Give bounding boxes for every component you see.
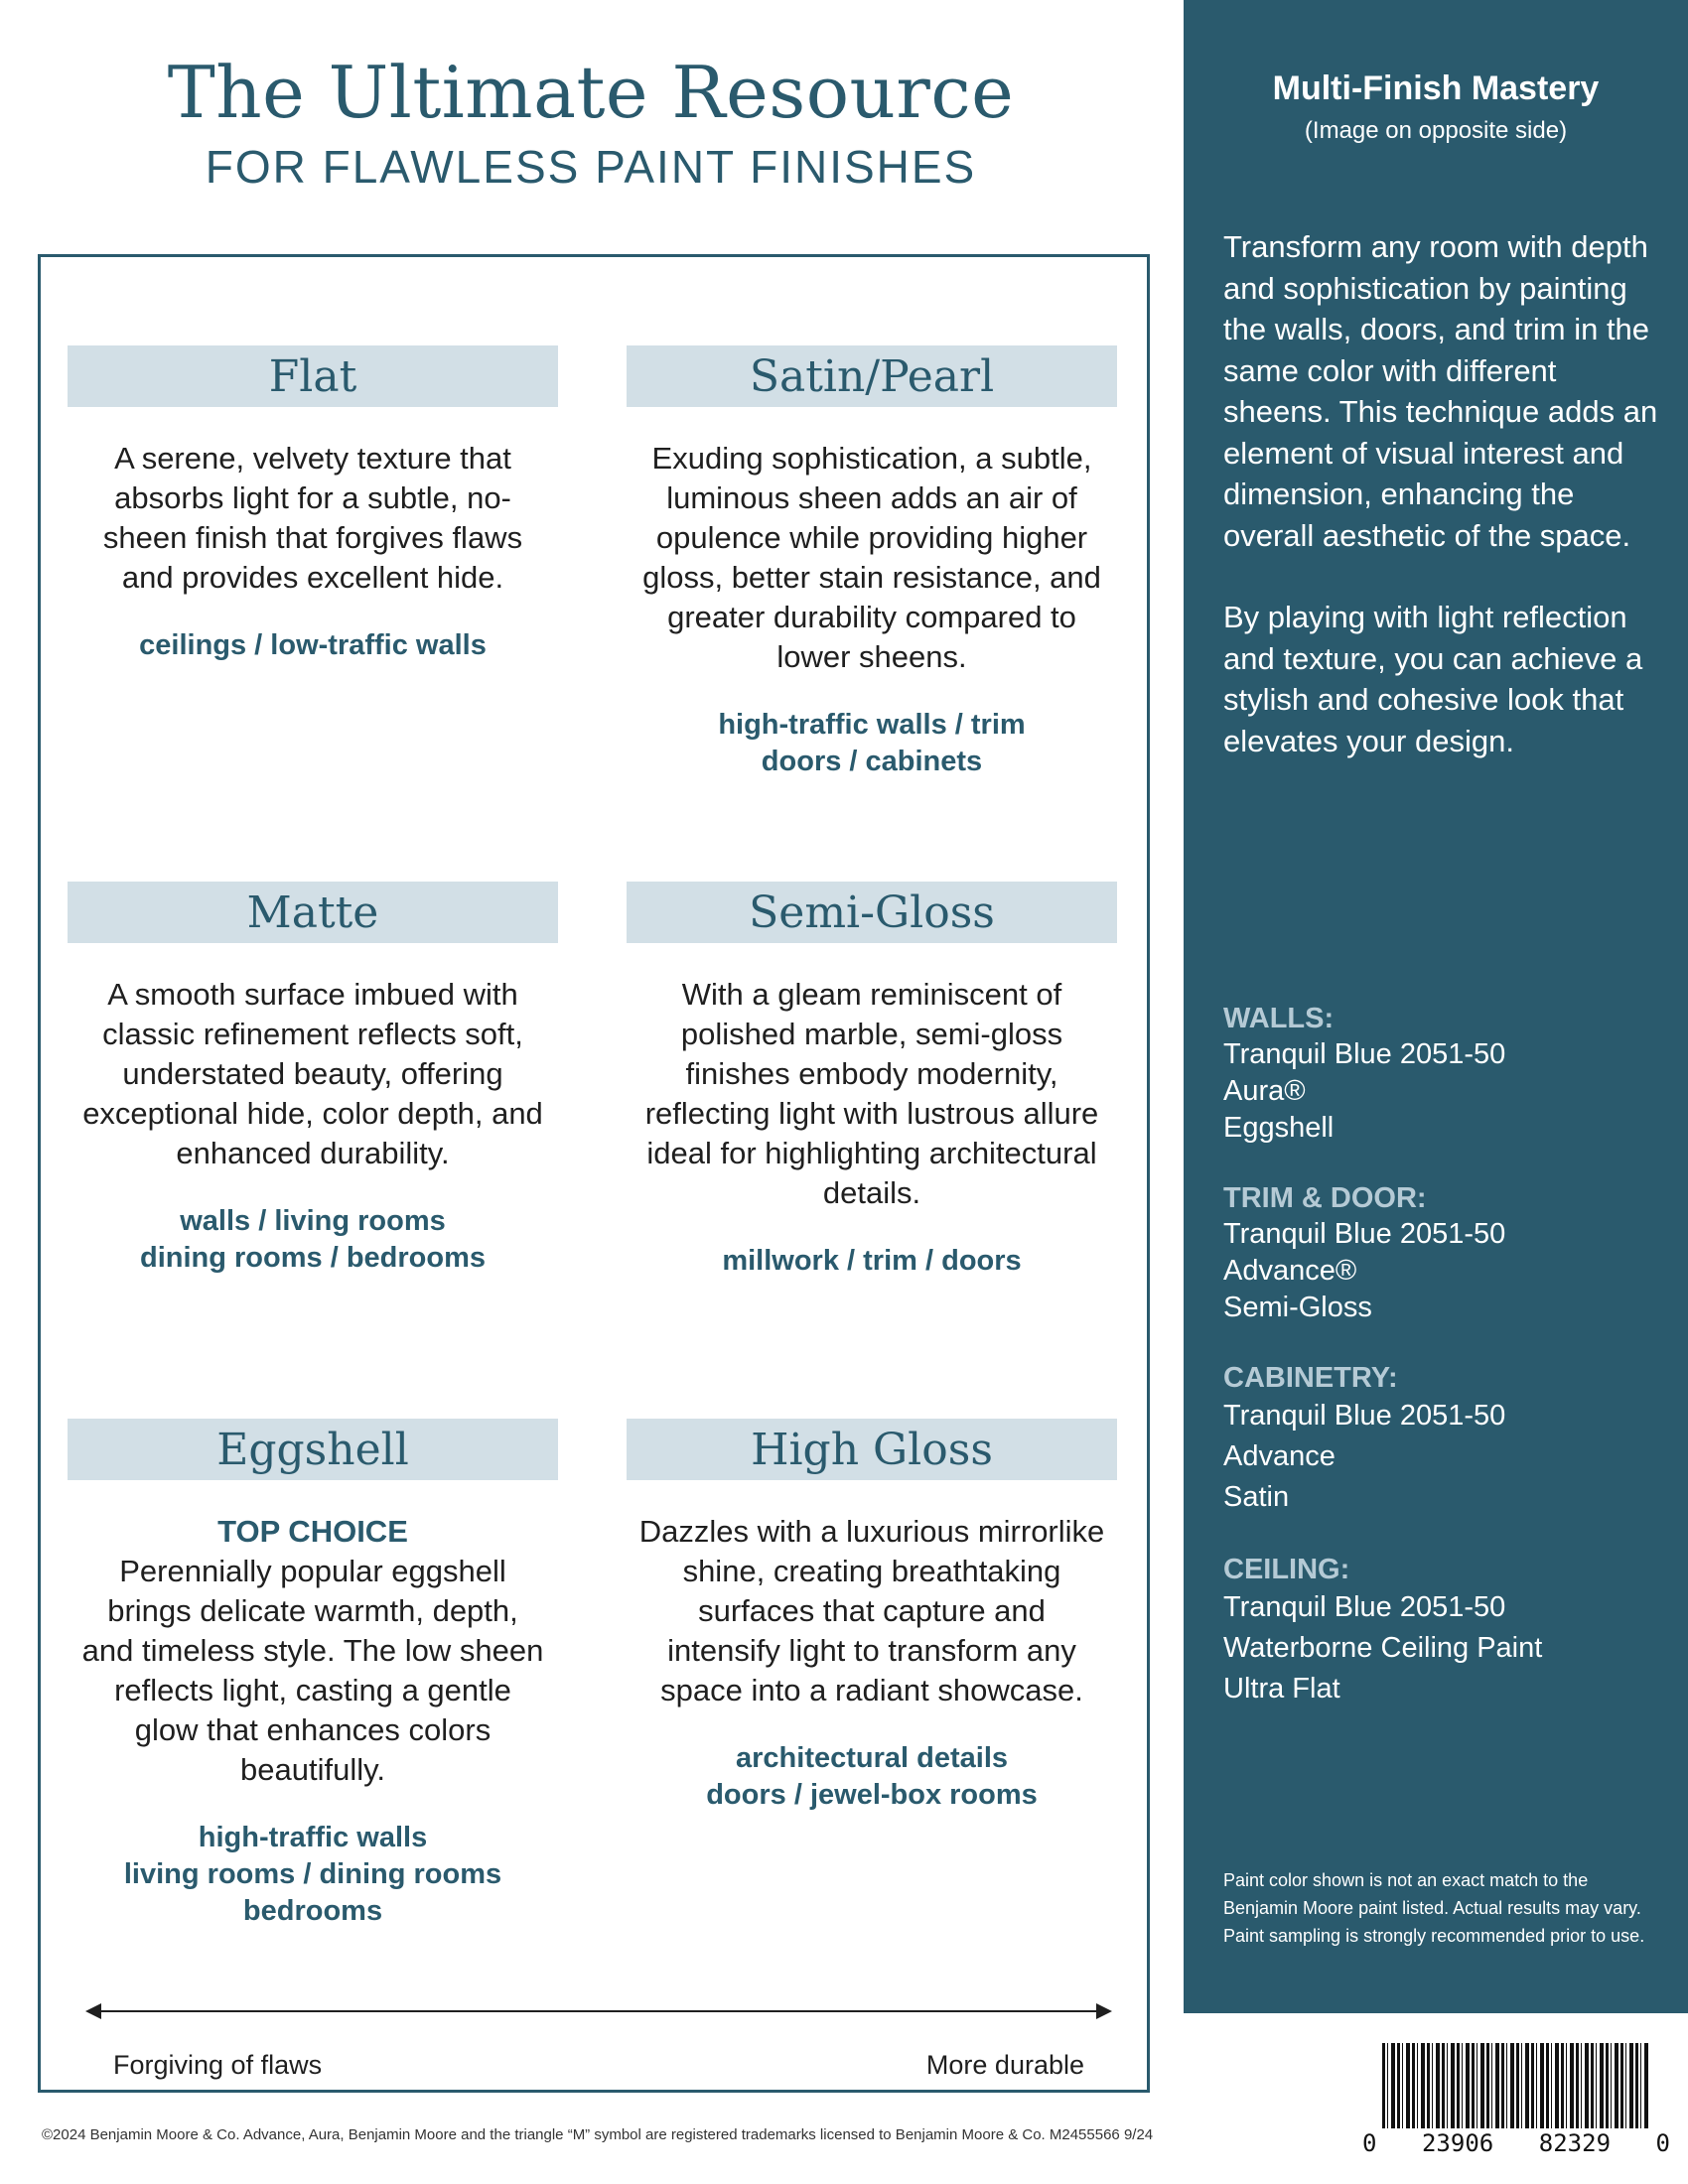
spec-ceiling	[1223, 1552, 1660, 1709]
sidebar-paragraph: By playing with light reflection and texture, you can achieve a stylish and cohesive look that elevates your design.	[1223, 600, 1643, 758]
finish-header	[68, 882, 558, 943]
finish-description: A smooth surface imbued with classic refinement reflects soft, understated beauty, offering exceptional hide, color depth, and enhanced durability.	[82, 977, 543, 1170]
spec-walls	[1223, 1001, 1660, 1147]
spec-line: Eggshell	[1223, 1112, 1335, 1144]
arrow-left-icon	[85, 2003, 101, 2019]
finish-header	[68, 345, 558, 407]
spec-line: Satin	[1223, 1481, 1290, 1513]
spec-line: Semi-Gloss	[1223, 1292, 1372, 1323]
finish-header	[627, 1419, 1117, 1480]
arrow-right-icon	[1096, 2003, 1112, 2019]
finish-description: Perennially popular eggshell brings delicate warmth, depth, and timeless style. The low sheen reflects light, casting a gentle glow that enhances colors beautifully.	[81, 1554, 544, 1787]
page-title: The Ultimate Resource	[167, 51, 1015, 134]
barcode-digit-group: 0	[1362, 2129, 1377, 2157]
sidebar-subtitle: (Image on opposite side)	[1304, 117, 1568, 144]
finish-card-semi-gloss	[627, 882, 1117, 1280]
sidebar-title: Multi-Finish Mastery	[1272, 69, 1600, 107]
finish-use-line: architectural details	[736, 1742, 1008, 1774]
scale-left-label: Forgiving of flaws	[113, 2050, 323, 2080]
finish-card-matte	[68, 882, 558, 1277]
spec-cabinetry	[1223, 1360, 1660, 1518]
paint-specs	[1223, 1001, 1660, 1743]
top-choice-badge: TOP CHOICE	[217, 1514, 408, 1549]
finish-header	[68, 1419, 558, 1480]
barcode-digit-group: 23906	[1421, 2129, 1494, 2157]
spec-label: CABINETRY:	[1223, 1362, 1398, 1394]
sidebar-paragraph: Transform any room with depth and sophistication by painting the walls, doors, and trim in the same color with different sheens. This technique adds an element of visual interest and dimension, enhancing the overall aesthetic of the space.	[1223, 229, 1658, 553]
finish-name: Eggshell	[216, 1424, 409, 1475]
spec-label: WALLS:	[1223, 1003, 1335, 1034]
spec-line: Advance	[1223, 1440, 1336, 1472]
finish-description: With a gleam reminiscent of polished marble, semi-gloss finishes embody modernity, reflecting light with lustrous allure ideal for highlighting architectural details.	[644, 977, 1099, 1210]
finish-use-line: high-traffic walls	[198, 1822, 428, 1853]
spec-label: CEILING:	[1223, 1554, 1350, 1585]
finish-header	[627, 882, 1117, 943]
sidebar	[1184, 0, 1688, 2013]
barcode-digit-group: 82329	[1538, 2129, 1612, 2157]
finish-uses	[638, 1740, 1105, 1814]
finish-card-flat	[68, 345, 558, 664]
finish-use-line: doors / cabinets	[761, 746, 983, 777]
spec-line: Tranquil Blue 2051-50	[1223, 1400, 1506, 1432]
finish-name: Flat	[268, 350, 357, 402]
spec-label: TRIM & DOOR:	[1223, 1182, 1427, 1214]
finish-use-line: dining rooms / bedrooms	[139, 1242, 486, 1274]
barcode-bars-icon	[1382, 2043, 1650, 2128]
finish-use-line: bedrooms	[242, 1895, 383, 1927]
barcode-digit-group: 0	[1655, 2129, 1670, 2157]
scale-right-label: More durable	[925, 2050, 1084, 2080]
page-header	[40, 48, 1142, 197]
spec-line: Tranquil Blue 2051-50	[1223, 1038, 1506, 1070]
finish-use-line: ceilings / low-traffic walls	[139, 629, 487, 661]
spec-line: Tranquil Blue 2051-50	[1223, 1218, 1506, 1250]
finish-name: Semi-Gloss	[749, 887, 995, 938]
spec-line: Aura®	[1223, 1075, 1306, 1107]
barcode	[1362, 2043, 1670, 2160]
page-subtitle: FOR FLAWLESS PAINT FINISHES	[205, 141, 977, 193]
finish-header	[627, 345, 1117, 407]
finish-uses	[79, 1820, 546, 1930]
finish-use-line: millwork / trim / doors	[722, 1245, 1022, 1277]
finish-name: Matte	[246, 887, 379, 938]
finish-card-high-gloss	[627, 1419, 1117, 1814]
finish-card-satin-pearl	[627, 345, 1117, 780]
spec-line: Ultra Flat	[1223, 1673, 1340, 1705]
finish-uses	[79, 627, 546, 664]
spec-line: Waterborne Ceiling Paint	[1223, 1632, 1543, 1664]
finish-description: Dazzles with a luxurious mirrorlike shine, creating breathtaking surfaces that capture and intensify light to transform any space into a radiant showcase.	[638, 1514, 1105, 1707]
finish-card-eggshell	[68, 1419, 558, 1930]
spec-trim-door	[1223, 1180, 1660, 1326]
barcode-number	[1362, 2128, 1670, 2158]
finish-use-line: doors / jewel-box rooms	[706, 1779, 1038, 1811]
scale-line	[89, 2010, 1108, 2012]
finish-use-line: living rooms / dining rooms	[123, 1858, 502, 1890]
finish-name: High Gloss	[751, 1424, 993, 1475]
finish-name: Satin/Pearl	[749, 350, 995, 402]
finish-description: A serene, velvety texture that absorbs light for a subtle, no-sheen finish that forgives flaws and provides excellent hide.	[102, 441, 523, 595]
finish-description: Exuding sophistication, a subtle, luminous sheen adds an air of opulence while providing higher gloss, better stain resistance, and greater durability compared to lower sheens.	[642, 441, 1101, 674]
sheen-scale	[89, 2005, 1108, 2095]
spec-line: Advance®	[1223, 1255, 1357, 1287]
finish-use-line: high-traffic walls / trim	[718, 709, 1026, 741]
finish-use-line: walls / living rooms	[180, 1205, 446, 1237]
finish-uses	[79, 1203, 546, 1277]
spec-line: Tranquil Blue 2051-50	[1223, 1591, 1506, 1623]
legal-footer: ©2024 Benjamin Moore & Co. Advance, Aura, Benjamin Moore and the triangle “M” symbol are registered trademarks licensed to Benjamin Moore & Co. M2455566 9/24	[42, 2126, 1154, 2143]
sidebar-copy	[1223, 226, 1660, 761]
finish-uses	[638, 1243, 1105, 1280]
finish-uses	[638, 707, 1105, 780]
disclaimer-note: Paint color shown is not an exact match to the Benjamin Moore paint listed. Actual results may vary. Paint sampling is strongly recommended prior to use.	[1223, 1870, 1645, 1946]
